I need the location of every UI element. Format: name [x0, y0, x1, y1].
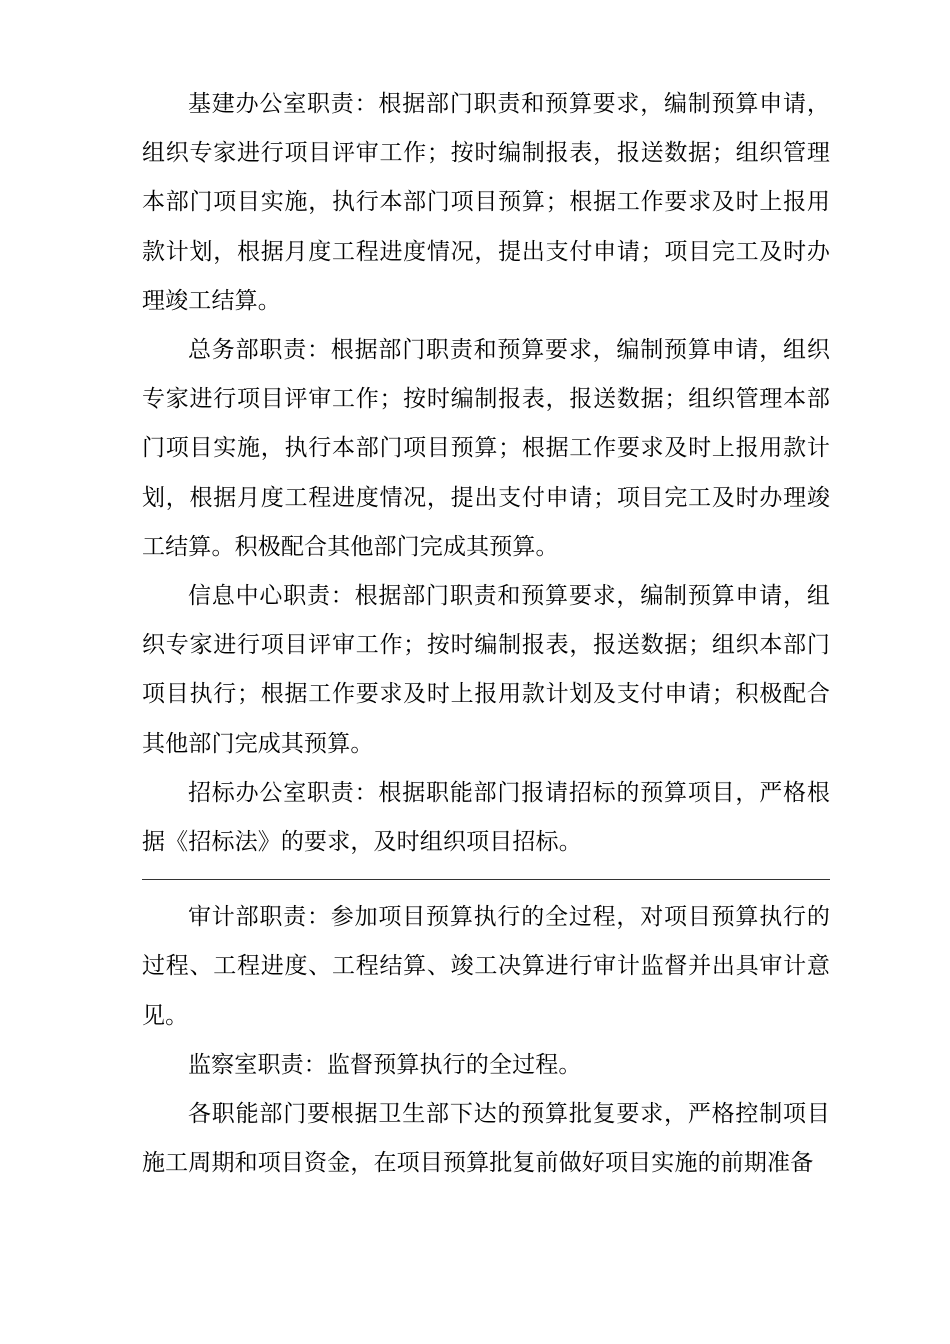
paragraph-tendering-office: 招标办公室职责：根据职能部门报请招标的预算项目，严格根据《招标法》的要求，及时组织项目招标。: [142, 779, 830, 856]
paragraph-infrastructure-office: 基建办公室职责：根据部门职责和预算要求，编制预算申请，组织专家进行项目评审工作；按时编制报表，报送数据；组织管理本部门项目实施，执行本部门项目预算；根据工作要求及时上报用款计划，根据月度工程进度情况，提出支付申请；项目完工及时办理竣工结算。: [142, 91, 830, 314]
paragraph-information-center: 信息中心职责：根据部门职责和预算要求，编制预算申请，组织专家进行项目评审工作；按时编制报表，报送数据；组织本部门项目执行；根据工作要求及时上报用款计划及支付申请；积极配合其他部门完成其预算。: [142, 583, 830, 757]
page-divider-line: [142, 879, 830, 880]
paragraph-supervision-office: 监察室职责：监督预算执行的全过程。: [188, 1051, 582, 1078]
paragraph-general-affairs: 总务部职责：根据部门职责和预算要求，编制预算申请，组织专家进行项目评审工作；按时编制报表，报送数据；组织管理本部门项目实施，执行本部门项目预算；根据工作要求及时上报用款计划，根据月度工程进度情况，提出支付申请；项目完工及时办理竣工结算。积极配合其他部门完成其预算。: [142, 337, 830, 560]
document-page: [142, 80, 830, 1188]
paragraph-functional-departments: 各职能部门要根据卫生部下达的预算批复要求，严格控制项目施工周期和项目资金，在项目预算批复前做好项目实施的前期准备: [142, 1101, 830, 1177]
paragraph-audit-department: 审计部职责：参加项目预算执行的全过程，对项目预算执行的过程、工程进度、工程结算、竣工决算进行审计监督并出具审计意见。: [142, 904, 830, 1029]
